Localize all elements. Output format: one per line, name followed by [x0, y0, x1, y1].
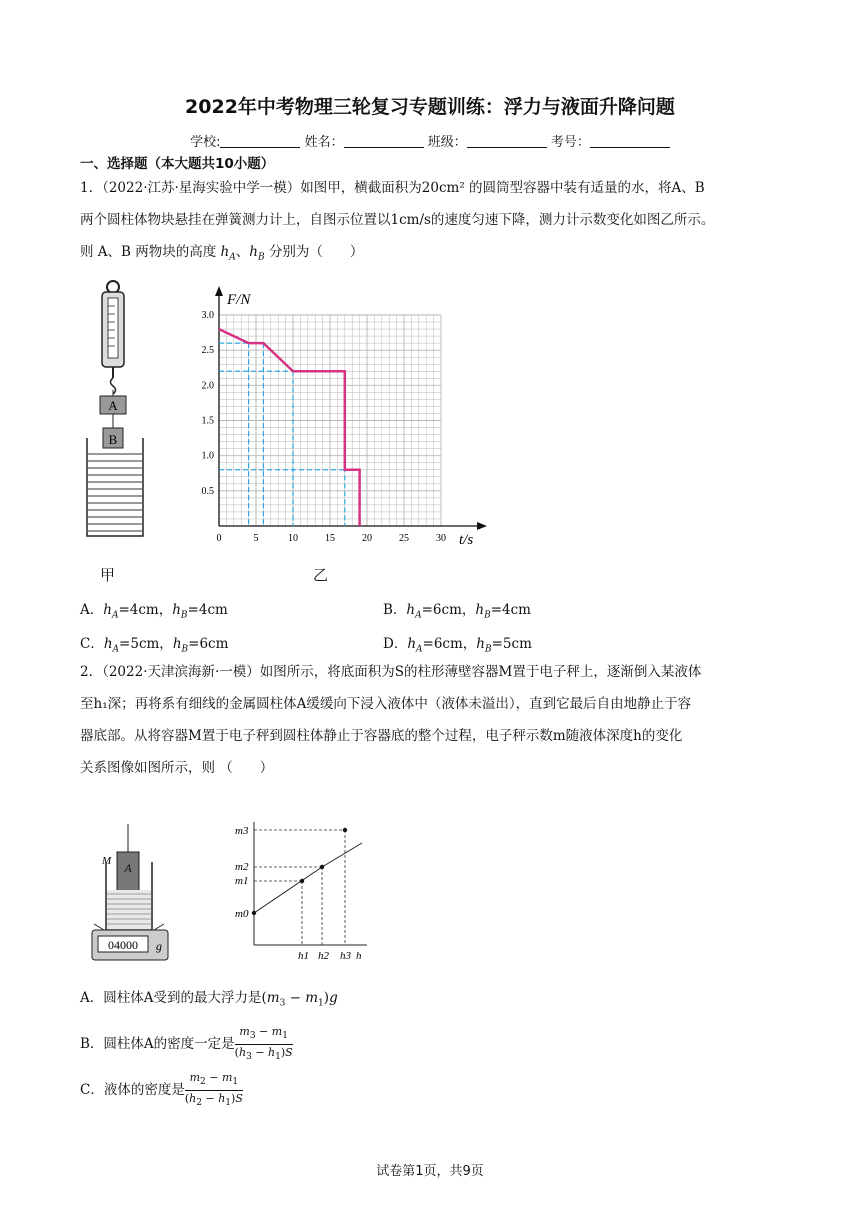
- student-info-line: [0, 131, 860, 150]
- scale-unit: g: [156, 939, 162, 953]
- y-axis-arrow: [215, 286, 223, 296]
- block-a-label: A: [108, 398, 118, 413]
- label-m1: m1: [235, 875, 249, 887]
- label-m0: m0: [235, 908, 249, 920]
- x-axis-label: t/s: [459, 532, 474, 548]
- q2-stem: [80, 656, 780, 784]
- y-tick-label: 0.5: [201, 485, 214, 497]
- y-axis-label: F/N: [227, 292, 251, 308]
- label-h3: h3: [340, 950, 351, 962]
- x-tick-label: 30: [436, 533, 446, 544]
- x-tick-label: 20: [362, 533, 372, 544]
- q1-line2: 两个圆柱体物块悬挂在弹簧测力计上，自图示位置以1cm/s的速度匀速下降，测力计示数变化如图乙所示。: [80, 212, 715, 228]
- x-tick-label: 10: [288, 533, 298, 544]
- y-tick-label: 1.0: [201, 450, 214, 462]
- q2-label-m: M: [102, 855, 112, 867]
- y-tick-label: 2.0: [201, 380, 214, 392]
- q1-line1: 1．（2022·江苏·星海实验中学一模）如图甲，横截面积为20cm² 的圆筒型容器中装有适量的水，将A、B: [80, 180, 705, 196]
- block-b-label: B: [108, 432, 118, 447]
- school-label: 学校:: [190, 135, 221, 150]
- q2-line1: 2．（2022·天津滨海新·一模）如图所示，将底面积为S的柱形薄壁容器M置于电子秤上，逐渐倒入某液体: [80, 664, 702, 680]
- q2-line3: 器底部。从将容器M置于电子秤到圆柱体静止于容器底的整个过程，电子秤示数m随液体深度h的变化: [80, 728, 683, 744]
- label-h1: h1: [298, 950, 309, 962]
- q2-line2: 至h₁深；再将系有细线的金属圆柱体A缓缓向下浸入液体中（液体未溢出），直到它最后自由地静止于容: [80, 696, 692, 712]
- number-label: 考号：: [550, 135, 590, 150]
- q2-option-b[interactable]: B．圆柱体A的密度一定是 $\frac{m_3 - m_1}{(h_3 - h_1)S}$: [80, 1024, 293, 1065]
- x-axis-arrow: [477, 522, 487, 530]
- name-label: 姓名：: [304, 135, 344, 150]
- x-tick-label: 25: [399, 533, 409, 544]
- label-h2: h2: [318, 950, 329, 962]
- q2-option-c[interactable]: C．液体的密度是 $\frac{m_2 - m_1}{(h_2 - h_1)S}$: [80, 1070, 243, 1111]
- x-tick-label: 15: [325, 533, 335, 544]
- class-label: 班级：: [427, 135, 467, 150]
- fraction-density-a: $\frac{m_3 - m_1}{(h_3 - h_1)S}$: [234, 1025, 293, 1063]
- label-h: h: [356, 950, 362, 962]
- y-tick-label: 1.5: [201, 415, 214, 427]
- q1-caption-b: 乙: [313, 566, 329, 584]
- q1-line3: 则 A、B 两物块的高度 $h_A$、$h_B$ 分别为（ ）: [80, 244, 364, 263]
- q1-option-b[interactable]: B．$h_A=6cm$，$h_B=4cm$: [383, 602, 531, 621]
- q1-option-a[interactable]: A．$h_A=4cm$，$h_B=4cm$: [80, 602, 228, 621]
- q2-label-a: A: [124, 861, 132, 875]
- q1-chart: [195, 280, 495, 550]
- scale-reading: 04000: [108, 938, 138, 952]
- x-tick-label: 5: [253, 533, 259, 544]
- q1-option-c[interactable]: C．$h_A=5cm$，$h_B=6cm$: [80, 636, 229, 655]
- page-title: 2022年中考物理三轮复习专题训练：浮力与液面升降问题: [185, 96, 675, 118]
- q2-option-a[interactable]: A．圆柱体A受到的最大浮力是$(m_3 - m_1)g$: [80, 990, 338, 1009]
- q1-caption-a: 甲: [100, 566, 116, 584]
- name-field[interactable]: [344, 135, 424, 148]
- q1-figure-spring-scale: [82, 278, 167, 548]
- label-m3: m3: [235, 825, 249, 837]
- section-heading: 一、选择题（本大题共10小题）: [80, 156, 275, 172]
- q2-line4: 关系图像如图所示，则 （ ）: [80, 760, 274, 776]
- fraction-density-liquid: $\frac{m_2 - m_1}{(h_2 - h_1)S}$: [184, 1071, 243, 1109]
- number-field[interactable]: [590, 135, 670, 148]
- q1-stem: [80, 172, 780, 274]
- page-footer: 试卷第1页，共9页: [376, 1164, 484, 1179]
- y-tick-label: 3.0: [201, 310, 214, 321]
- x-tick-label: 0: [216, 533, 222, 544]
- class-field[interactable]: [467, 135, 547, 148]
- q2-graph: [222, 818, 372, 968]
- label-m2: m2: [235, 861, 249, 873]
- q2-figure-scale: [86, 822, 186, 970]
- school-field[interactable]: [220, 135, 300, 148]
- y-tick-label: 2.5: [201, 345, 214, 357]
- q1-option-d[interactable]: D．$h_A=6cm$，$h_B=5cm$: [383, 636, 532, 655]
